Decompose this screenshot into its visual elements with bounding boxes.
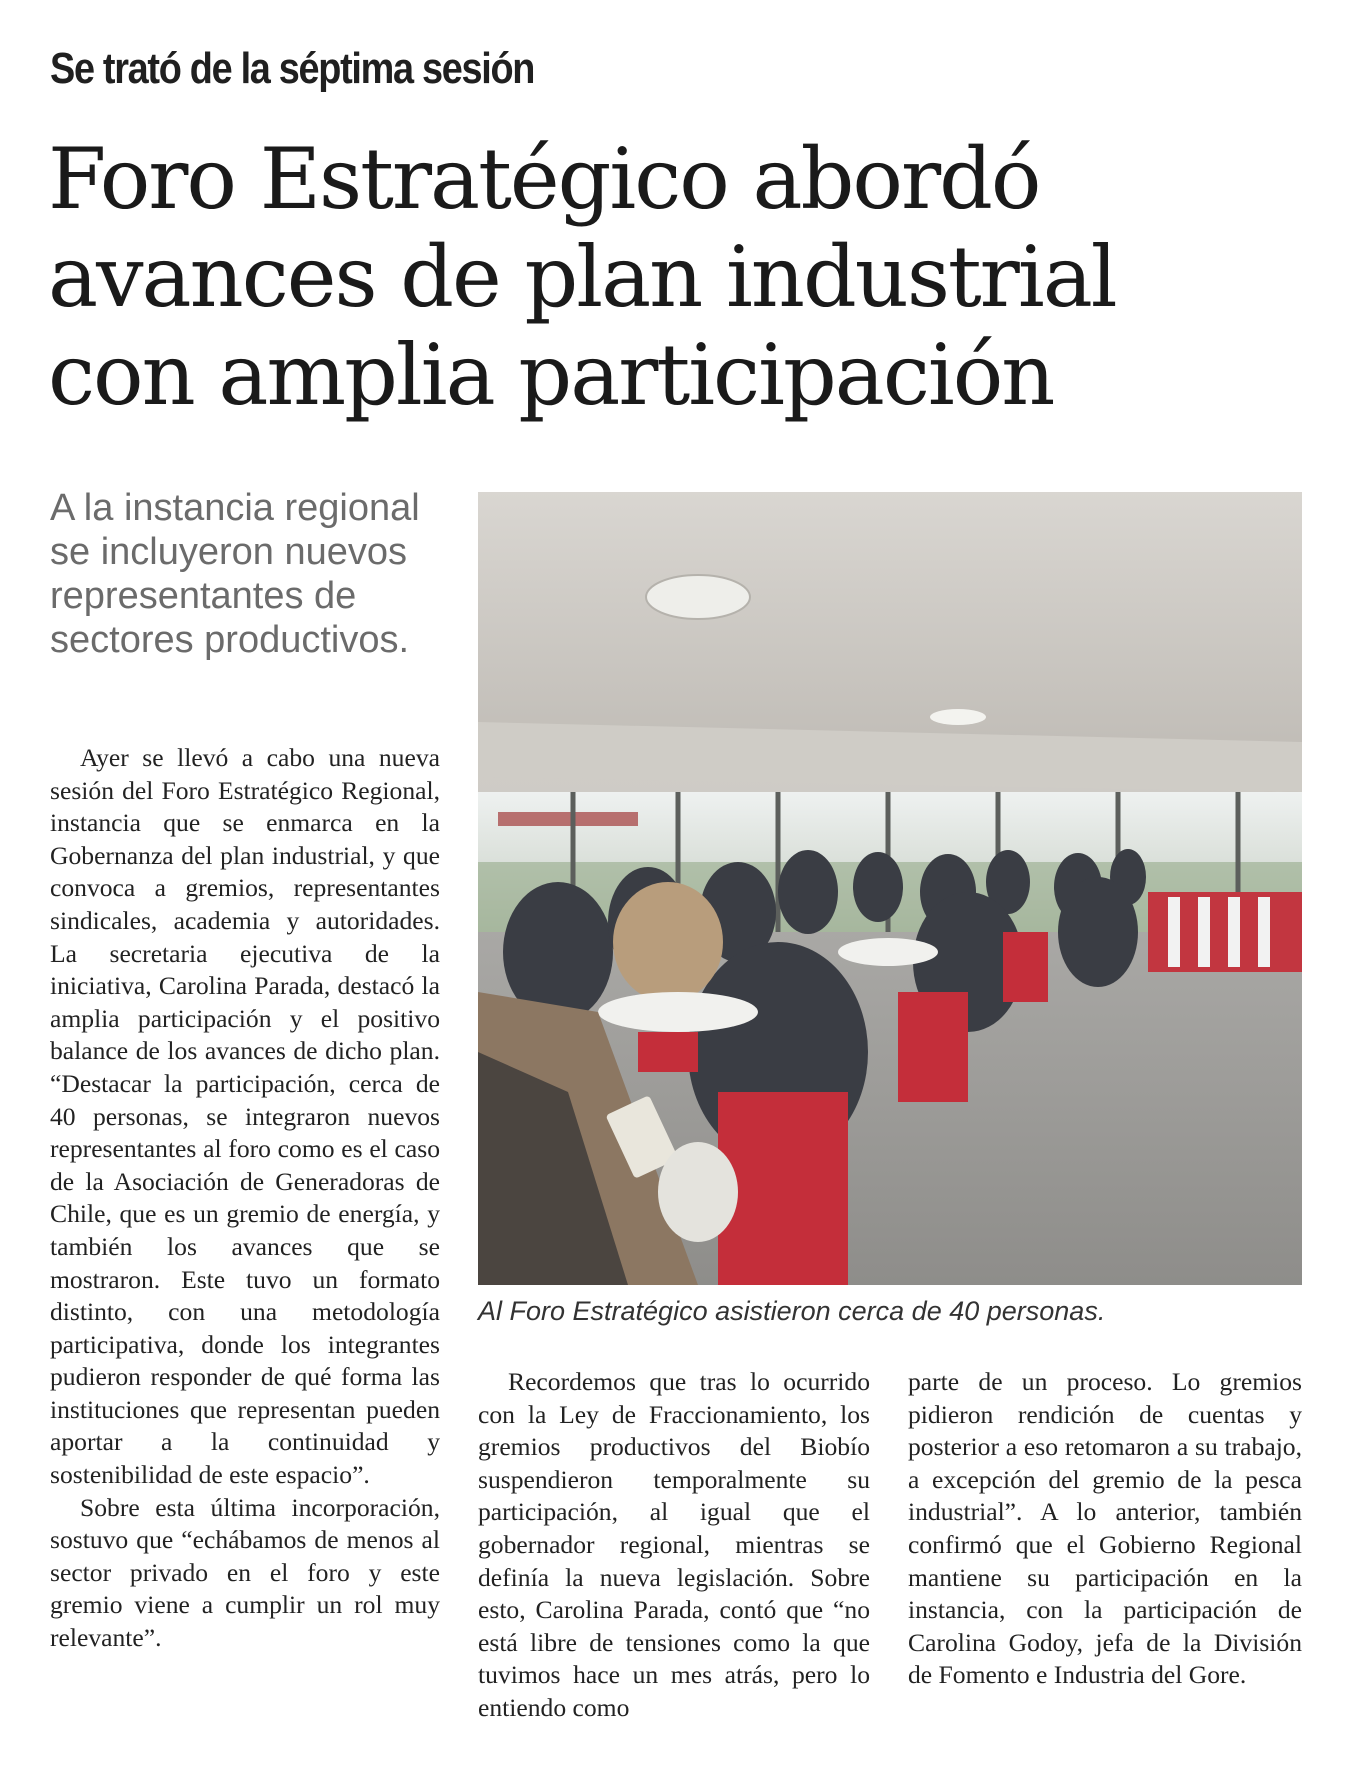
body-paragraph: Sobre esta última incorporación, sostuvo que “echábamos de menos al sector privado en el foro y este gremio viene a cumplir un rol muy relevante”. [50, 1492, 440, 1653]
body-paragraph: Ayer se llevó a cabo una nueva sesión del Foro Estratégico Regional, instancia que se enmarca en la Gobernanza del plan industrial, y que convoca a gremios, representantes sindicales, academia y autoridades. La secretaria ejecutiva de la iniciativa, Carolina Parada, destacó la amplia participación y el positivo balance de los avances de dicho plan. “Destacar la participación, cerca de 40 personas, se integraron nuevos representantes al foro como es el caso de la Asociación de Generadoras de Chile, que es un gremio de energía, y también los avances que se mostraron. Este tuvo un formato distinto, con una metodología participativa, donde los integrantes pudieron responder de qué forma las instituciones que representan pueden aportar a la continuidad y sostenibilidad de este espacio”. [50, 743, 440, 1490]
kicker: Se trató de la séptima sesión [50, 44, 535, 93]
headline-line-2: avances de plan industrial [48, 228, 1116, 326]
body-column-2 [478, 1366, 870, 1725]
body-column-3 [908, 1366, 1302, 1692]
lede: A la instancia regional se incluyeron nuevos representantes de sectores productivos. [50, 487, 420, 661]
photo-caption: Al Foro Estratégico asistieron cerca de 40 personas. [478, 1296, 1106, 1326]
body-paragraph: Recordemos que tras lo ocurrido con la Ley de Fraccionamiento, los gremios productivos del Biobío suspendieron temporalmente su participación, al igual que el gobernador regional, mientras se definía la nueva legislación. Sobre esto, Carolina Parada, contó que “no está libre de tensiones como la que tuvimos hace un mes atrás, pero lo entiendo como [478, 1367, 870, 1722]
body-column-1 [50, 742, 440, 1655]
body-paragraph: parte de un proceso. Lo gremios pidieron rendición de cuentas y posterior a eso retomaron a su trabajo, a excepción del gremio de la pesca industrial”. A lo anterior, también confirmó que el Gobierno Regional mantiene su participación en la instancia, con la participación de Carolina Godoy, jefa de la División de Fomento e Industria del Gore. [908, 1367, 1302, 1690]
headline [48, 130, 1308, 424]
headline-line-1: Foro Estratégico abordó [48, 130, 1040, 228]
article-photo [478, 492, 1302, 1285]
headline-line-3: con amplia participación [48, 326, 1054, 424]
